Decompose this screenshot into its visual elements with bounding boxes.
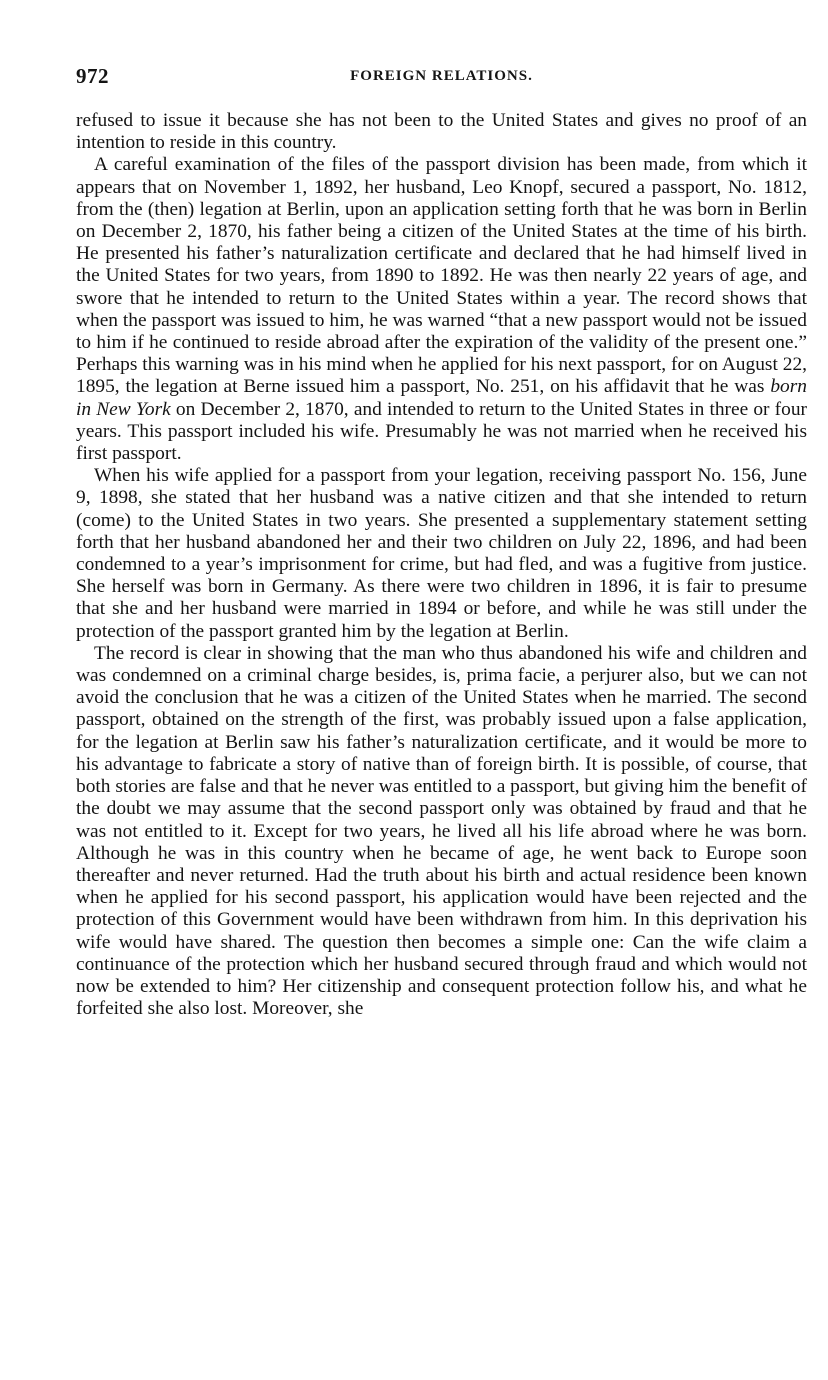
page-header [76, 64, 807, 96]
paragraph-3: When his wife applied for a passport from your legation, receiving passport No. 156, June 9, 1898, she stated that her husband was a native citizen and that she intended to return (come) to the United States in two years. She presented a supplementary statement setting forth that her husband abandoned her and their two children on July 22, 1896, and had been condemned to a year’s imprisonment for crime, but had fled, and was a fugitive from justice. She herself was born in Germany. As there were two children in 1896, it is fair to presume that she and her husband were married in 1894 or before, and while he was still under the protection of the passport granted him by the legation at Berlin. [76, 465, 807, 642]
paragraph-2-part-a: A careful examination of the files of the passport division has been made, from which it appears that on November 1, 1892, her husband, Leo Knopf, secured a passport, No. 1812, from the (then) legation at Berlin, upon an application setting forth that he was born in Berlin on December 2, 1870, his father being a citizen of the United States at the time of his birth. He presented his father’s naturalization certificate and declared that he had himself lived in the United States for two years, from 1890 to 1892. He was then nearly 22 years of age, and swore that he intended to return to the United States within a year. The record shows that when the passport was issued to him, he was warned “that a new passport would not be issued to him if he continued to reside abroad after the expiration of the validity of the present one.” Perhaps this warning was in his mind when he applied for his next passport, for on August 22, 1895, the legation at Berne issued him a passport, No. 251, on his affidavit that he was [76, 154, 807, 398]
document-page [76, 64, 807, 1020]
paragraph-4: The record is clear in showing that the man who thus abandoned his wife and children and was condemned on a criminal charge besides, is, prima facie, a perjurer also, but we can not avoid the conclusion that he was a citizen of the United States when he married. The second passport, obtained on the strength of the first, was probably issued upon a false application, for the legation at Berlin saw his father’s naturalization certificate, and it would be more to his advantage to fabricate a story of native than of foreign birth. It is possible, of course, that both stories are false and that he never was entitled to a passport, but giving him the benefit of the doubt we may assume that the second passport only was obtained by fraud and that he was not entitled to it. Except for two years, he lived all his life abroad where he was born. Although he was in this country when he became of age, he went back to Europe soon thereafter and never returned. Had the truth about his birth and actual residence been known when he applied for his second passport, his application would have been rejected and the protection of this Government would have been withdrawn from him. In this deprivation his wife would have shared. The question then becomes a simple one: Can the wife claim a continuance of the protection which her husband secured through fraud and which would not now be extended to him? Her citizenship and consequent protection follow his, and what he forfeited she also lost. Moreover, she [76, 642, 807, 1020]
paragraph-2-part-b: on December 2, 1870, and intended to return to the United States in three or four years. This passport included his wife. Presumably he was not married when he received his first passport. [76, 398, 807, 465]
paragraph-2 [76, 154, 807, 465]
body-text [76, 110, 807, 1020]
paragraph-1: refused to issue it because she has not been to the United States and gives no proof of an intention to reside in this country. [76, 110, 807, 154]
paragraph-2-italic: born in New York [76, 376, 807, 420]
running-title: FOREIGN RELATIONS. [350, 68, 533, 84]
page-number: 972 [76, 64, 109, 88]
